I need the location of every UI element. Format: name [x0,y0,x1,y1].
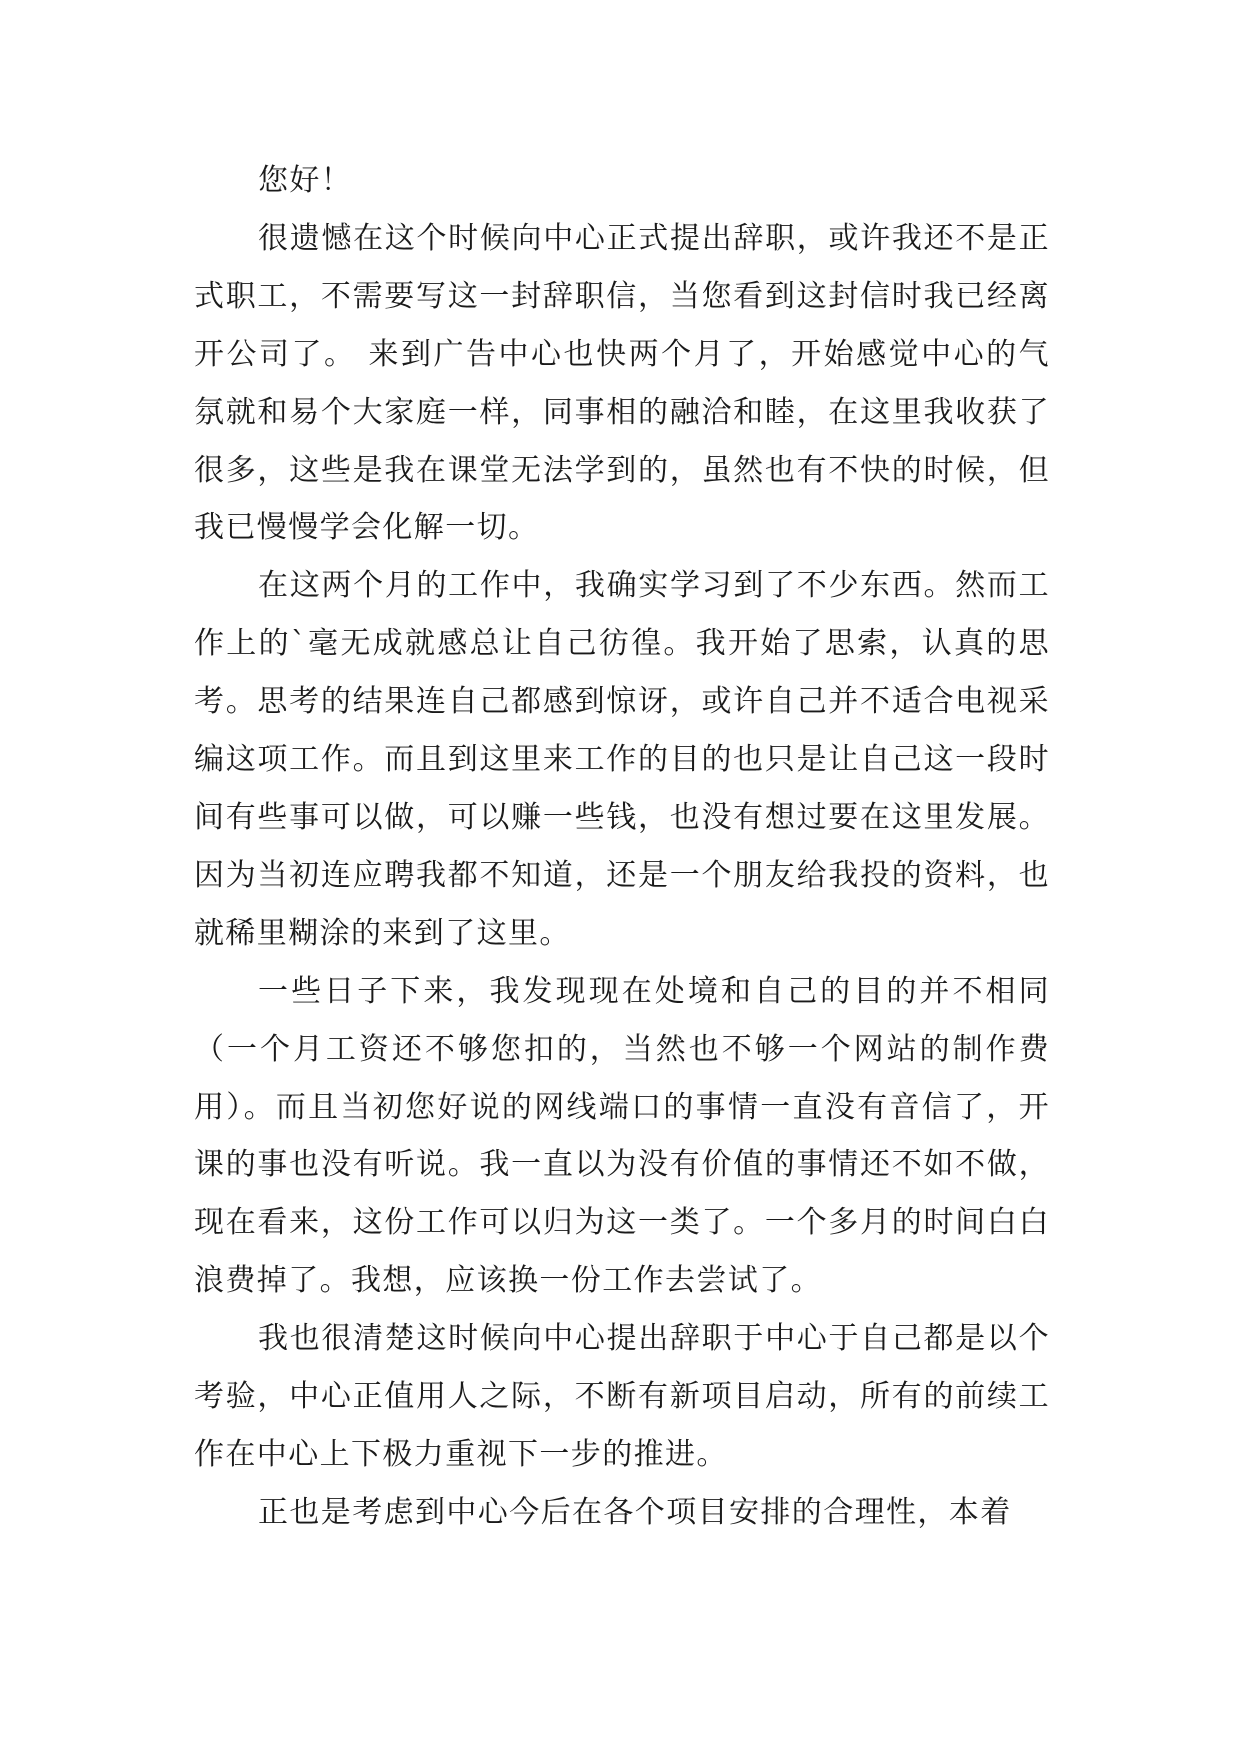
letter-paragraph-5: 正也是考虑到中心今后在各个项目安排的合理性，本着 [258,1494,1012,1530]
letter-paragraph-2: 在这两个月的工作中，我确实学习到了不少东西。然而工作上的`毫无成就感总让自己彷徨。我开始了思索，认真的思考。思考的结果连自己都感到惊讶，或许自己并不适合电视采编这项工作。而且到这里来工作的目的也只是让自己这一段时间有些事可以做，可以赚一些钱，也没有想过要在这里发展。因为当初连应聘我都不知道，还是一个朋友给我投的资料，也就稀里糊涂的来到了这里。 [194,568,1050,951]
letter-paragraph-4: 我也很清楚这时候向中心提出辞职于中心于自己都是以个考验，中心正值用人之际，不断有新项目启动，所有的前续工作在中心上下极力重视下一步的推进。 [194,1321,1050,1472]
letter-greeting: 您好！ [258,163,353,198]
letter-paragraph-1: 很遗憾在这个时候向中心正式提出辞职，或许我还不是正式职工，不需要写这一封辞职信，当您看到这封信时我已经离开公司了。 来到广告中心也快两个月了，开始感觉中心的气氛就和易个大家庭一样，同事相的融洽和睦，在这里我收获了很多，这些是我在课堂无法学到的，虽然也有不快的时候，但我已慢慢学会化解一切。 [194,220,1050,546]
letter-body [194,152,1050,1542]
letter-paragraph-3: 一些日子下来，我发现现在处境和自己的目的并不相同（一个月工资还不够您扣的，当然也不够一个网站的制作费用）。而且当初您好说的网线端口的事情一直没有音信了，开课的事也没有听说。我一直以为没有价值的事情还不如不做，现在看来，这份工作可以归为这一类了。一个多月的时间白白浪费掉了。我想，应该换一份工作去尝试了。 [194,973,1050,1299]
